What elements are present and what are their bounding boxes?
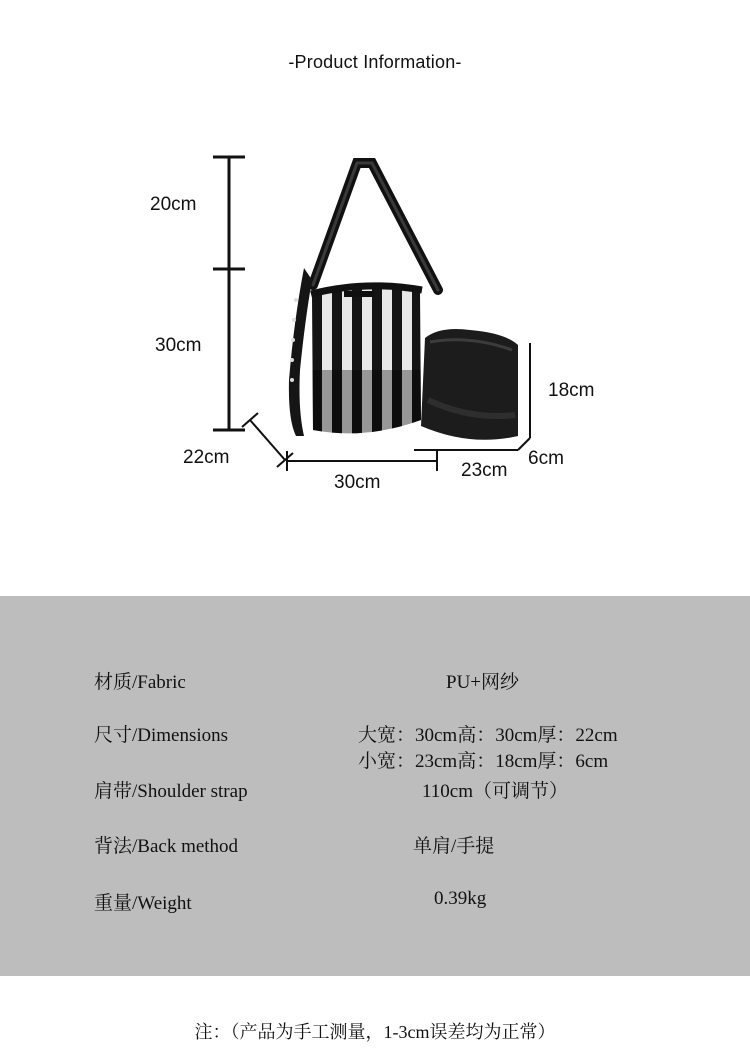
small-height-label: 18cm	[548, 380, 595, 401]
small-width-label: 23cm	[461, 460, 508, 481]
shoulder-strap	[313, 163, 438, 290]
strap-drop-label: 20cm	[150, 194, 197, 215]
large-height-label: 30cm	[155, 335, 202, 356]
vertical-dimension-line	[213, 157, 245, 430]
spec-fabric-value: PU+网纱	[446, 672, 520, 693]
spec-dimensions-value-small: 小宽：23cm高：18cm厚：6cm	[358, 751, 609, 772]
small-pouch	[421, 329, 518, 440]
page-title: -Product Information-	[288, 52, 462, 72]
spec-back-method-label: 背法/Back method	[94, 836, 239, 857]
hanging-strap	[289, 268, 312, 436]
spec-dimensions-value: 大宽：30cm高：30cm厚：22cm	[358, 725, 618, 746]
spec-fabric-label: 材质/Fabric	[94, 672, 186, 693]
spec-strap-label: 肩带/Shoulder strap	[94, 781, 248, 802]
spec-strap-value: 110cm（可调节）	[422, 781, 569, 802]
spec-weight-value: 0.39kg	[434, 888, 487, 909]
striped-bucket-bag	[300, 280, 430, 450]
spec-panel	[0, 596, 750, 976]
depth-dimension-line	[242, 413, 293, 467]
large-depth-label: 22cm	[183, 447, 230, 468]
spec-weight-label: 重量/Weight	[94, 893, 192, 914]
small-depth-label: 6cm	[528, 448, 564, 469]
large-width-label: 30cm	[334, 472, 381, 493]
measurement-note: 注：（产品为手工测量，1-3cm误差均为正常）	[194, 1022, 556, 1042]
spec-dimensions-label: 尺寸/Dimensions	[94, 725, 229, 746]
spec-back-method-value: 单肩/手提	[413, 836, 495, 857]
width-dimension-line	[287, 451, 437, 471]
